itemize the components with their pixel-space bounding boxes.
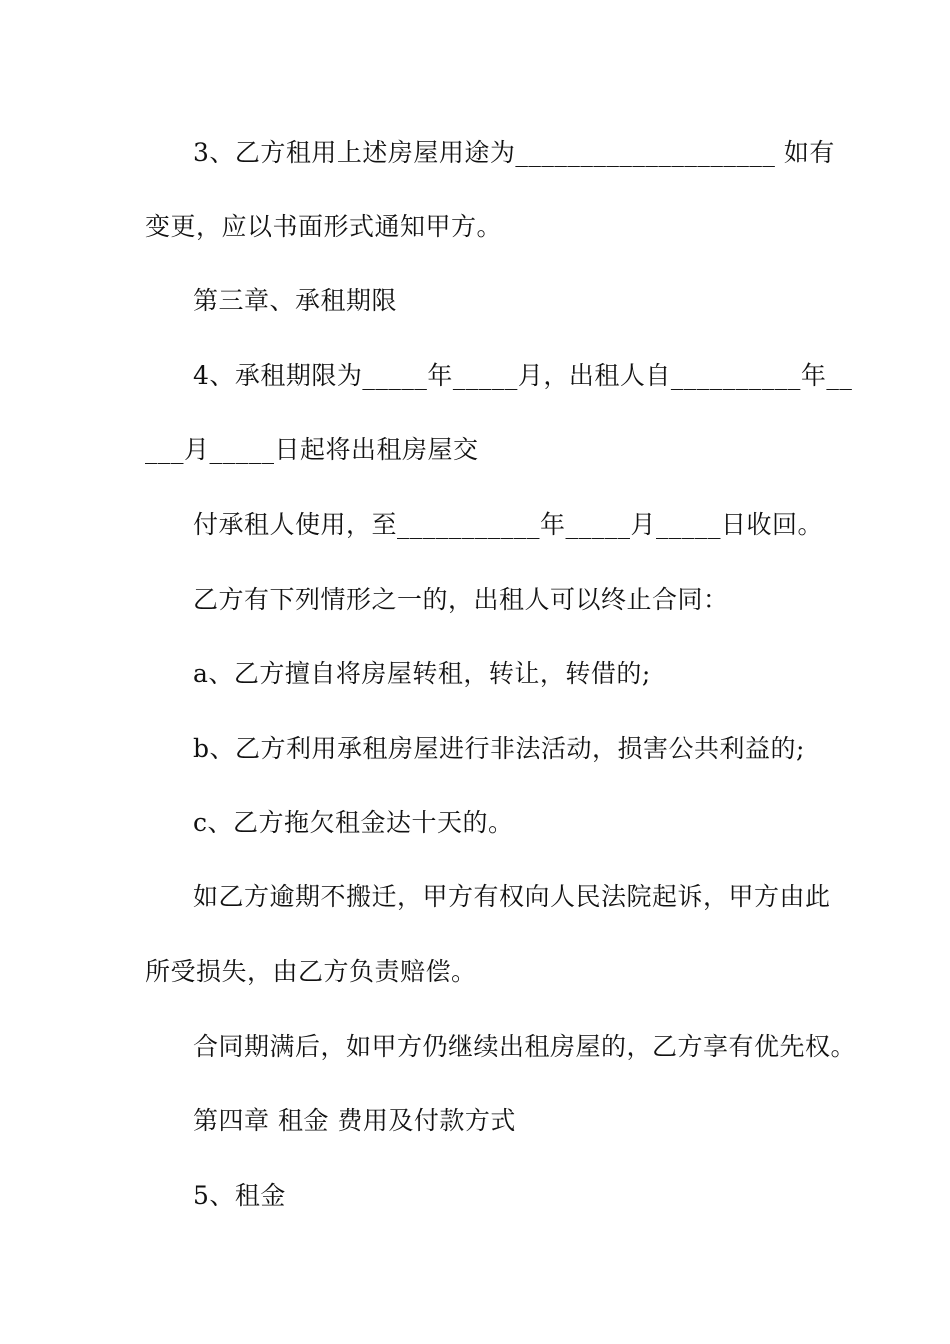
clause-3-line-1: 3、乙方租用上述房屋用途为____________________ 如有: [193, 138, 835, 167]
clause-4-line-3: 付承租人使用，至___________年_____月_____日收回。: [193, 510, 824, 539]
chapter-4-heading: 第四章 租金 费用及付款方式: [193, 1106, 516, 1135]
termination-intro: 乙方有下列情形之一的，出租人可以终止合同：: [193, 585, 729, 614]
chapter-3-heading: 第三章、承租期限: [193, 286, 398, 315]
termination-item-b: b、乙方利用承租房屋进行非法活动，损害公共利益的;: [193, 734, 805, 763]
clause-5-heading: 5、租金: [193, 1181, 286, 1210]
overdue-paragraph-line-1: 如乙方逾期不搬迁，甲方有权向人民法院起诉，甲方由此: [193, 882, 831, 911]
overdue-paragraph-line-2: 所受损失，由乙方负责赔偿。: [145, 957, 477, 986]
termination-item-a: a、乙方擅自将房屋转租，转让，转借的;: [193, 659, 651, 688]
clause-4-line-2: ___月_____日起将出租房屋交: [145, 435, 479, 464]
clause-4-line-1: 4、承租期限为_____年_____月，出租人自__________年__: [193, 361, 853, 390]
priority-paragraph: 合同期满后，如甲方仍继续出租房屋的，乙方享有优先权。: [193, 1032, 857, 1061]
clause-3-line-2: 变更，应以书面形式通知甲方。: [145, 212, 503, 241]
termination-item-c: c、乙方拖欠租金达十天的。: [193, 808, 514, 837]
